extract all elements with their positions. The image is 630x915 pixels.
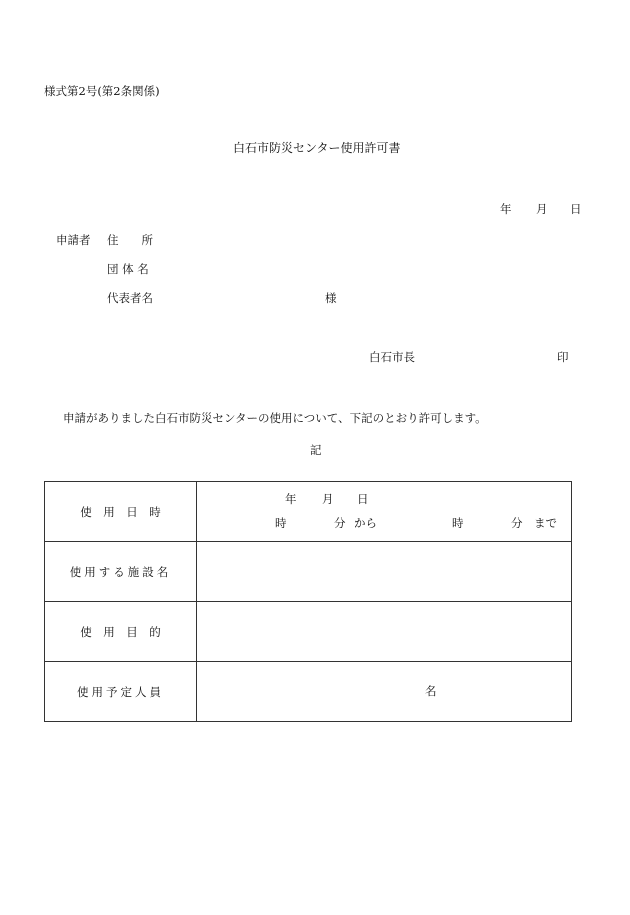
honorific-sama: 様 (325, 291, 337, 305)
usage-datetime-label: 使 用 日 時 (45, 482, 197, 542)
attendees-label: 使用予定人員 (45, 662, 197, 722)
end-minute-label: 分 (511, 516, 523, 530)
form-number: 様式第2号(第2条関係) (44, 84, 160, 98)
from-label: から (354, 516, 377, 530)
usage-month-label: 月 (322, 492, 334, 506)
date-year-label: 年 (500, 202, 512, 216)
purpose-label: 使 用 目 的 (45, 602, 197, 662)
issuer-name: 白石市長 (369, 350, 415, 364)
purpose-cell (197, 602, 572, 662)
end-hour-label: 時 (452, 516, 464, 530)
address-label: 住 所 (107, 233, 153, 247)
applicant-heading: 申請者 (56, 233, 91, 247)
usage-year-label: 年 (285, 492, 297, 506)
usage-datetime-cell (197, 482, 572, 542)
start-hour-label: 時 (275, 516, 287, 530)
facility-name-label: 使用する施設名 (45, 542, 197, 602)
people-unit-label: 名 (425, 684, 437, 698)
document-title: 白石市防災センター使用許可書 (233, 141, 401, 155)
seal-mark: 印 (557, 350, 569, 364)
date-day-label: 日 (570, 202, 582, 216)
group-name-label: 団 体 名 (107, 262, 149, 276)
ki-heading: 記 (310, 443, 322, 457)
attendees-cell (197, 662, 572, 722)
facility-name-cell (197, 542, 572, 602)
permit-details-table (44, 481, 572, 722)
date-month-label: 月 (536, 202, 548, 216)
permission-statement: 申請がありました白石市防災センターの使用について、下記のとおり許可します。 (63, 411, 487, 425)
table-row-usage-datetime (45, 482, 572, 542)
table-row-purpose (45, 602, 572, 662)
table-row-facility (45, 542, 572, 602)
table-row-attendees (45, 662, 572, 722)
until-label: まで (534, 516, 557, 530)
start-minute-label: 分 (334, 516, 346, 530)
usage-day-label: 日 (357, 492, 369, 506)
representative-label: 代表者名 (107, 291, 153, 305)
